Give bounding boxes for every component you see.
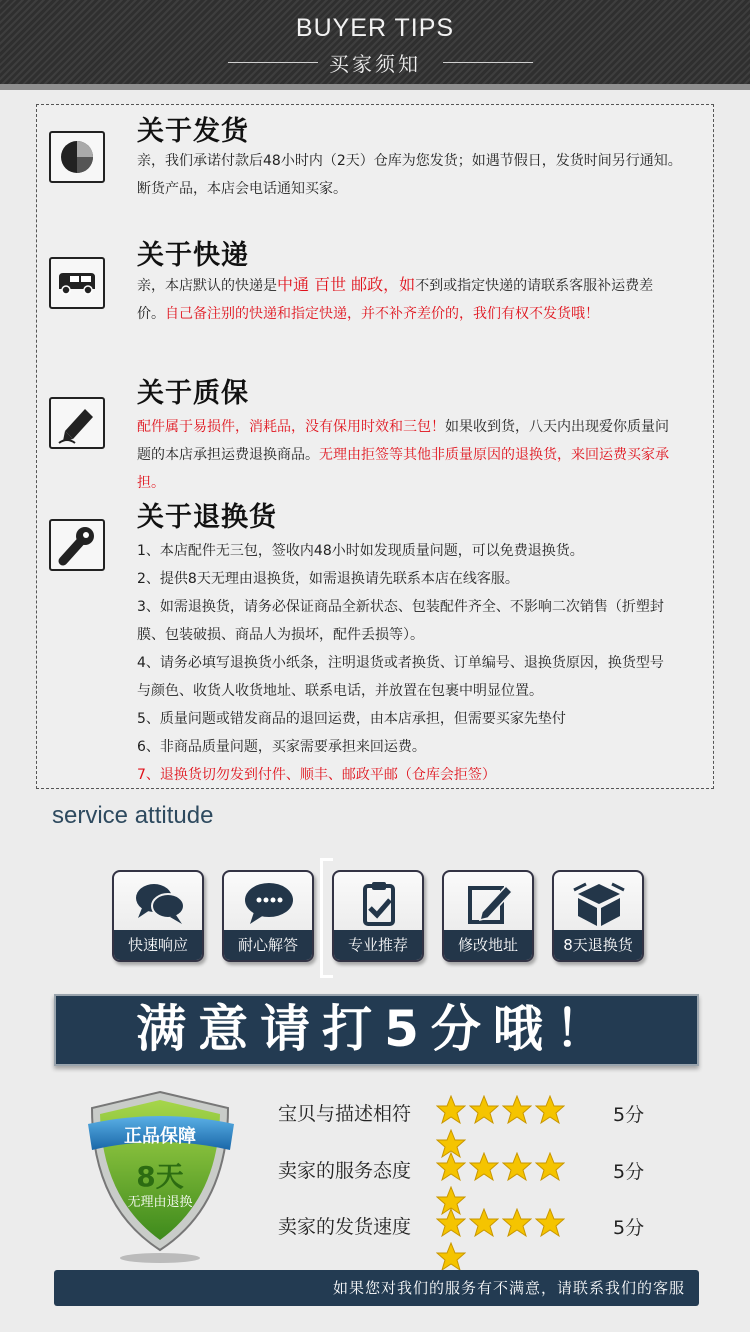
warranty-line <box>137 413 703 441</box>
rating-score: 5分 <box>613 1104 645 1126</box>
service-attitude-title: service attitude <box>52 802 214 829</box>
shipping-title: 关于发货 <box>137 116 249 147</box>
express-text: 不到或指定快递的请联系客服补运费差 <box>415 278 654 294</box>
warranty-body <box>137 413 703 497</box>
returns-item: 5、质量问题或错发商品的退回运费，由本店承担，但需要买家先垫付 <box>137 711 566 727</box>
service-item-label: 耐心解答 <box>224 930 312 960</box>
warranty-text: 题的本店承担运费退换商品。 <box>137 447 319 463</box>
rating-label: 卖家的服务态度 <box>278 1160 412 1182</box>
star-icon <box>469 1095 499 1125</box>
star-icon <box>535 1152 565 1182</box>
edit-icon <box>460 878 518 930</box>
divider <box>443 62 533 63</box>
service-item-label: 快速响应 <box>114 930 202 960</box>
shield-ribbon-text: 正品保障 <box>124 1126 196 1147</box>
marker-pen-icon <box>49 397 105 449</box>
express-warning: 自己备注别的快递和指定快递，并不补齐差价的，我们有权不发货哦！ <box>165 306 599 322</box>
service-item-patient-answer <box>222 870 314 962</box>
service-item-recommend <box>332 870 424 962</box>
star-icon <box>502 1208 532 1238</box>
returns-item: 4、请务必填写退换货小纸条，注明退货或者换货、订单编号、退换货原因，换货型号 <box>137 655 664 671</box>
returns-list <box>137 537 703 789</box>
express-line <box>137 300 703 328</box>
express-text: 亲，本店默认的快递是 <box>137 278 277 294</box>
wrench-icon <box>49 519 105 571</box>
shield-days-text: 8天 <box>136 1160 184 1193</box>
header-title-cn: 买家须知 <box>329 52 421 76</box>
warranty-warning: 无理由拒签等其他非质量原因的退换货，来回运费买家承 <box>319 447 669 463</box>
star-icon <box>469 1208 499 1238</box>
star-icon <box>502 1152 532 1182</box>
express-carriers: 中通 百世 邮政，如 <box>277 275 416 294</box>
rating-label: 卖家的发货速度 <box>278 1216 412 1238</box>
service-item-label: 8天退换货 <box>554 930 642 960</box>
star-icon <box>436 1242 466 1272</box>
returns-item: 6、非商品质量问题，买家需要承担来回运费。 <box>137 739 426 755</box>
shield-sub-text: 无理由退换 <box>127 1195 193 1210</box>
returns-item: 1、本店配件无三包，签收内48小时如发现质量问题，可以免费退换货。 <box>137 543 584 559</box>
warranty-warning: 配件属于易损件，消耗品，没有保用时效和三包！ <box>137 419 445 435</box>
header-banner <box>0 0 750 90</box>
rating-stars <box>436 1152 596 1182</box>
returns-item: 2、提供8天无理由退换货，如需退换请先联系本店在线客服。 <box>137 571 519 587</box>
warranty-line <box>137 441 703 469</box>
box-icon <box>570 878 628 930</box>
express-body <box>137 271 703 328</box>
warranty-warning: 担。 <box>137 475 165 491</box>
star-icon <box>469 1152 499 1182</box>
van-icon <box>49 257 105 309</box>
service-item-label: 修改地址 <box>444 930 532 960</box>
express-line <box>137 271 703 300</box>
rating-stars <box>436 1095 596 1125</box>
rating-score: 5分 <box>613 1161 645 1183</box>
contact-service-bar: 如果您对我们的服务有不满意，请联系我们的客服 <box>54 1270 699 1306</box>
shipping-line: 断货产品，本店会电话通知买家。 <box>137 181 347 197</box>
rating-score: 5分 <box>613 1217 645 1239</box>
shipping-body <box>137 147 703 203</box>
returns-item: 与颜色、收货人收货地址、联系电话，并放置在包裹中明显位置。 <box>137 683 543 699</box>
service-item-label: 专业推荐 <box>334 930 422 960</box>
speech-bubble-icon <box>240 878 298 930</box>
rating-label: 宝贝与描述相符 <box>278 1103 412 1125</box>
star-icon <box>436 1095 466 1125</box>
star-icon <box>535 1095 565 1125</box>
star-icon <box>436 1152 466 1182</box>
warranty-title: 关于质保 <box>137 378 249 409</box>
header-subtitle-row <box>0 48 750 76</box>
star-icon <box>436 1208 466 1238</box>
returns-item: 膜、包装破损、商品人为损坏，配件丢损等）。 <box>137 627 424 643</box>
returns-title: 关于退换货 <box>137 502 277 533</box>
star-icon <box>502 1095 532 1125</box>
clipboard-check-icon <box>350 878 408 930</box>
warranty-text: 如果收到货，八天内出现爱你质量问 <box>445 419 669 435</box>
express-text: 价。 <box>137 306 165 322</box>
shipping-line: 亲，我们承诺付款后48小时内（2天）仓库为您发货；如遇节假日，发货时间另行通知。 <box>137 153 682 169</box>
pie-chart-icon <box>49 131 105 183</box>
buyer-tips-box <box>36 104 714 789</box>
rating-stars <box>436 1208 596 1238</box>
service-item-change-address <box>442 870 534 962</box>
rate-five-banner: 满意请打5分哦！ <box>54 994 699 1066</box>
express-title: 关于快递 <box>137 240 249 271</box>
header-title-en: BUYER TIPS <box>295 14 455 42</box>
returns-item: 3、如需退换货，请务必保证商品全新状态、包装配件齐全、不影响二次销售（折塑封 <box>137 599 664 615</box>
returns-item: 7、退换货切勿发到付件、顺丰、邮政平邮（仓库会拒签） <box>137 767 496 783</box>
star-icon <box>535 1208 565 1238</box>
chat-bubbles-icon <box>130 878 188 930</box>
genuine-guarantee-shield <box>82 1086 242 1266</box>
service-item-fast-response <box>112 870 204 962</box>
service-item-8day-return <box>552 870 644 962</box>
